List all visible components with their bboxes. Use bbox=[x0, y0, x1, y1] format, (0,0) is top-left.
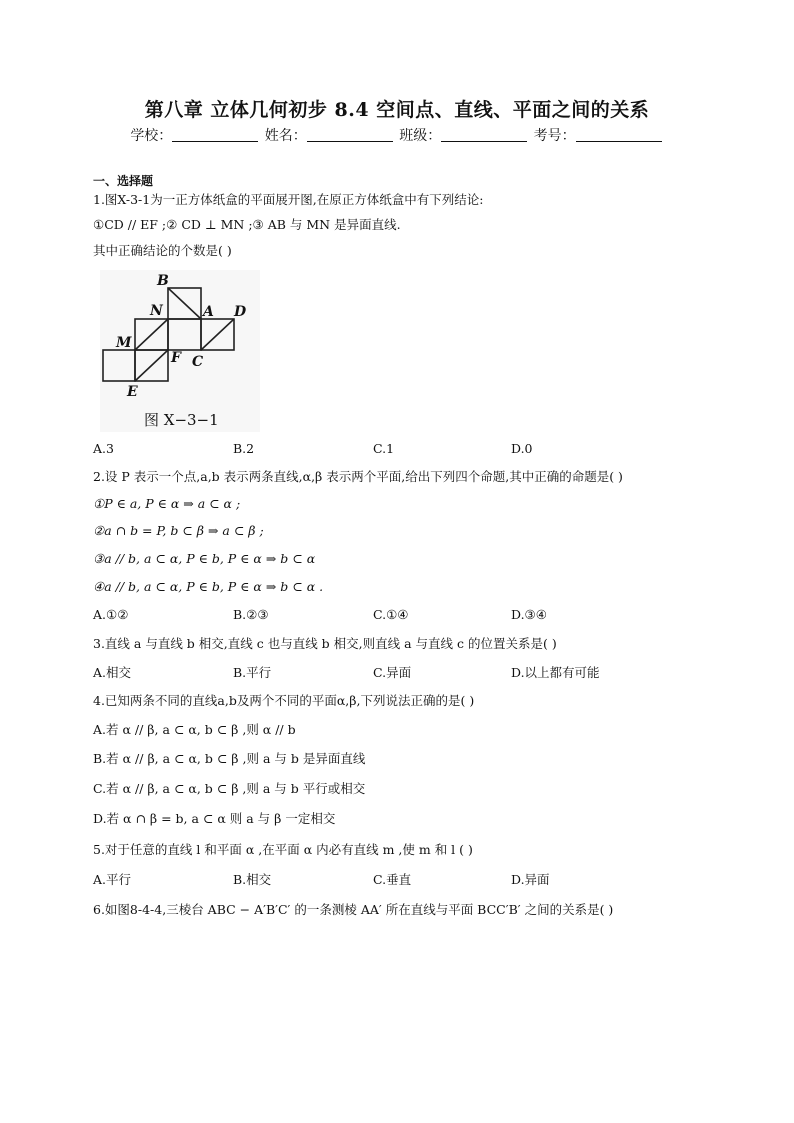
label-n: N bbox=[150, 303, 163, 319]
class-label: 班级： bbox=[399, 128, 442, 144]
q5-option-b[interactable]: B.相交 bbox=[233, 872, 272, 887]
school-label: 学校： bbox=[130, 128, 173, 144]
school-blank[interactable] bbox=[172, 127, 258, 142]
q4-option-d[interactable]: D.若 α ∩ β = b, a ⊂ α 则 a 与 β 一定相交 bbox=[93, 811, 336, 826]
figure-caption: 图 X−3−1 bbox=[144, 411, 219, 429]
q3-option-a[interactable]: A.相交 bbox=[93, 665, 132, 680]
q2-stem: 2.设 P 表示一个点,a,b 表示两条直线,α,β 表示两个平面,给出下列四个命题,其中正确的命题是( ) bbox=[93, 469, 623, 484]
cube-net-drawing bbox=[100, 270, 260, 432]
page-title: 第八章 立体几何初步 8.4 空间点、直线、平面之间的关系 bbox=[144, 99, 650, 121]
label-b: B bbox=[157, 273, 169, 289]
q1-conclusions: ①CD // EF ;② CD ⊥ MN ;③ AB 与 MN 是异面直线. bbox=[93, 217, 401, 232]
label-f: F bbox=[171, 350, 181, 366]
label-m: M bbox=[116, 335, 132, 351]
label-d: D bbox=[234, 304, 247, 320]
label-e: E bbox=[127, 384, 138, 400]
q5-option-d[interactable]: D.异面 bbox=[511, 872, 550, 887]
cube-net-figure bbox=[100, 270, 260, 432]
label-c: C bbox=[192, 354, 204, 370]
name-blank[interactable] bbox=[307, 127, 393, 142]
net-diagonal-mn bbox=[135, 319, 168, 350]
q2-item-4: ④a // b, a ⊂ α, P ∈ b, P ∈ α ⇒ b ⊂ α . bbox=[93, 579, 324, 594]
q1-option-b[interactable]: B.2 bbox=[233, 441, 255, 456]
q5-stem: 5.对于任意的直线 l 和平面 α ,在平面 α 内必有直线 m ,使 m 和 l ( ) bbox=[93, 842, 473, 857]
q4-stem: 4.已知两条不同的直线a,b及两个不同的平面α,β,下列说法正确的是( ) bbox=[93, 693, 475, 708]
q3-option-c[interactable]: C.异面 bbox=[373, 665, 412, 680]
exam-number-label: 考号： bbox=[533, 128, 576, 144]
q2-option-b[interactable]: B.②③ bbox=[233, 607, 269, 622]
net-square-center bbox=[168, 319, 201, 350]
label-a: A bbox=[203, 304, 214, 320]
q1-option-d[interactable]: D.0 bbox=[511, 441, 533, 456]
q2-item-2: ②a ∩ b = P, b ⊂ β ⇒ a ⊂ β ; bbox=[93, 523, 264, 538]
q4-option-b[interactable]: B.若 α // β, a ⊂ α, b ⊂ β ,则 a 与 b 是异面直线 bbox=[93, 751, 366, 766]
q5-option-a[interactable]: A.平行 bbox=[93, 872, 132, 887]
q4-option-c[interactable]: C.若 α // β, a ⊂ α, b ⊂ β ,则 a 与 b 平行或相交 bbox=[93, 781, 366, 796]
q1-option-c[interactable]: C.1 bbox=[373, 441, 395, 456]
student-info-row bbox=[0, 125, 794, 145]
q3-option-d[interactable]: D.以上都有可能 bbox=[511, 665, 600, 680]
q6-stem: 6.如图8-4-4,三棱台 ABC − A′B′C′ 的一条测棱 AA′ 所在直线与平面 BCC′B′ 之间的关系是( ) bbox=[93, 902, 614, 917]
q2-item-1: ①P ∈ a, P ∈ α ⇒ a ⊂ α ; bbox=[93, 496, 241, 511]
net-square-m bbox=[103, 350, 135, 381]
q2-option-d[interactable]: D.③④ bbox=[511, 607, 547, 622]
q3-stem: 3.直线 a 与直线 b 相交,直线 c 也与直线 b 相交,则直线 a 与直线 c 的位置关系是( ) bbox=[93, 636, 557, 651]
q1-option-a[interactable]: A.3 bbox=[93, 441, 114, 456]
net-diagonal-ab bbox=[168, 288, 201, 319]
net-diagonal-ef bbox=[135, 350, 168, 381]
q2-item-3: ③a // b, a ⊂ α, P ∈ b, P ∈ α ⇒ b ⊂ α bbox=[93, 551, 316, 566]
q3-option-b[interactable]: B.平行 bbox=[233, 665, 272, 680]
net-diagonal-cd bbox=[201, 319, 234, 350]
q1-stem: 1.图X-3-1为一正方体纸盒的平面展开图,在原正方体纸盒中有下列结论: bbox=[93, 192, 484, 207]
name-label: 姓名： bbox=[264, 128, 307, 144]
q5-option-c[interactable]: C.垂直 bbox=[373, 872, 412, 887]
q4-option-a[interactable]: A.若 α // β, a ⊂ α, b ⊂ β ,则 α // b bbox=[93, 722, 296, 737]
q1-ask: 其中正确结论的个数是( ) bbox=[93, 243, 232, 258]
q2-option-a[interactable]: A.①② bbox=[93, 607, 129, 622]
class-blank[interactable] bbox=[441, 127, 527, 142]
q2-option-c[interactable]: C.①④ bbox=[373, 607, 409, 622]
exam-number-blank[interactable] bbox=[576, 127, 662, 142]
section-heading: 一、选择题 bbox=[93, 174, 154, 188]
